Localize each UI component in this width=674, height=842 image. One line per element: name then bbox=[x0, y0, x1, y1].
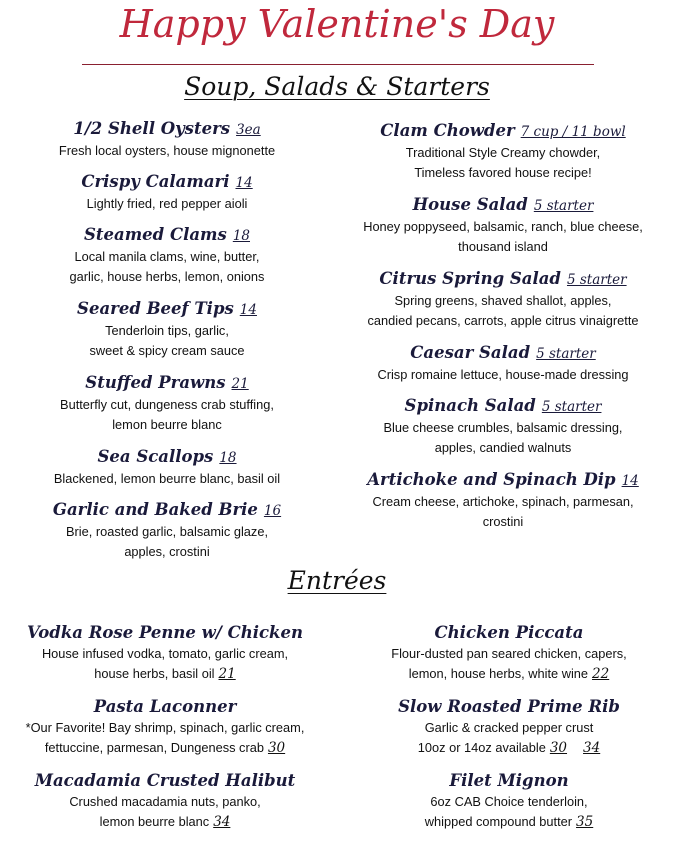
menu-item-name bbox=[0, 696, 330, 718]
menu-item-description: Cream cheese, artichoke, spinach, parmesan, bbox=[372, 494, 634, 509]
menu-item-description: Blue cheese crumbles, balsamic dressing, bbox=[383, 420, 623, 435]
menu-item-price: 34 bbox=[213, 814, 231, 830]
menu-item-price: 5 starter bbox=[541, 399, 602, 415]
menu-item bbox=[340, 469, 666, 532]
menu-item-title: Sea Scallops bbox=[97, 447, 214, 466]
menu-item bbox=[8, 224, 326, 287]
menu-item-description-text: 6oz CAB Choice tenderloin, bbox=[430, 794, 588, 809]
menu-item bbox=[8, 118, 326, 161]
menu-item-title: Seared Beef Tips bbox=[77, 299, 234, 318]
menu-item-name bbox=[344, 696, 674, 718]
menu-item-price: 3ea bbox=[236, 122, 261, 138]
menu-item-name bbox=[8, 171, 326, 194]
menu-item-description bbox=[0, 812, 330, 832]
menu-item-description-text: whipped compound butter bbox=[424, 814, 573, 829]
menu-item-description: Spring greens, shaved shallot, apples, bbox=[394, 293, 612, 308]
menu-item-name bbox=[340, 395, 666, 418]
menu-item-description-text: 10oz or 14oz available bbox=[417, 740, 546, 755]
menu-item-description: garlic, house herbs, lemon, onions bbox=[69, 269, 265, 284]
menu-item-title: Artichoke and Spinach Dip bbox=[367, 470, 616, 489]
menu-item-description: crostini bbox=[482, 514, 524, 529]
menu-item-name bbox=[0, 622, 330, 644]
menu-item-description-text: fettuccine, parmesan, Dungeness crab bbox=[44, 740, 264, 755]
menu-item bbox=[8, 171, 326, 214]
title-divider bbox=[82, 64, 594, 65]
menu-item-name bbox=[8, 298, 326, 321]
menu-item-title: Pasta Laconner bbox=[93, 697, 237, 716]
menu-item bbox=[340, 120, 666, 183]
menu-item-description: Lightly fried, red pepper aioli bbox=[86, 196, 248, 211]
menu-item-price: 14 bbox=[239, 302, 257, 318]
menu-item bbox=[340, 395, 666, 458]
menu-item-title: Stuffed Prawns bbox=[85, 373, 226, 392]
menu-item-description: Timeless favored house recipe! bbox=[414, 165, 592, 180]
menu-item-price-alt: 34 bbox=[583, 740, 601, 756]
menu-item-title: Caesar Salad bbox=[410, 343, 531, 362]
menu-item-name bbox=[8, 372, 326, 395]
menu-item-description: lemon beurre blanc bbox=[112, 417, 222, 432]
menu-item-title: Spinach Salad bbox=[404, 396, 536, 415]
menu-item-price: 30 bbox=[267, 740, 286, 756]
entrees-right-column bbox=[344, 622, 674, 842]
menu-item-description-text: Crushed macadamia nuts, panko, bbox=[69, 794, 261, 809]
menu-item-price: 5 starter bbox=[566, 272, 627, 288]
menu-item-title: Crispy Calamari bbox=[81, 172, 230, 191]
menu-item-price: 16 bbox=[263, 503, 282, 519]
menu-item-title: Chicken Piccata bbox=[434, 623, 584, 642]
menu-item-description: Honey poppyseed, balsamic, ranch, blue cheese, bbox=[363, 219, 643, 234]
menu-item-description: Local manila clams, wine, butter, bbox=[74, 249, 260, 264]
menu-item-description-text: *Our Favorite! Bay shrimp, spinach, garlic cream, bbox=[25, 720, 305, 735]
menu-item-title: 1/2 Shell Oysters bbox=[73, 119, 231, 138]
section-heading-entrees bbox=[0, 566, 674, 595]
menu-item-name bbox=[0, 770, 330, 792]
menu-item-name bbox=[340, 268, 666, 291]
menu-item-price: 14 bbox=[235, 175, 253, 191]
menu-item-description: Blackened, lemon beurre blanc, basil oil bbox=[53, 471, 281, 486]
menu-item-description-text: house herbs, basil oil bbox=[94, 666, 215, 681]
menu-item-description bbox=[344, 812, 674, 832]
menu-item-name bbox=[8, 118, 326, 141]
menu-item-description bbox=[0, 738, 330, 758]
menu-item-description bbox=[0, 644, 330, 664]
menu-item-price: 5 starter bbox=[533, 198, 594, 214]
menu-item-name bbox=[8, 224, 326, 247]
menu-item-description: Crisp romaine lettuce, house-made dressing bbox=[377, 367, 629, 382]
menu-item-price: 21 bbox=[231, 376, 249, 392]
section-heading-starters-label: Soup, Salads & Starters bbox=[184, 72, 490, 101]
starters-left-column bbox=[8, 118, 326, 568]
menu-item bbox=[340, 194, 666, 257]
menu-item-title: Clam Chowder bbox=[380, 121, 515, 140]
menu-item bbox=[344, 696, 674, 758]
menu-item-description: apples, crostini bbox=[124, 544, 210, 559]
menu-item-description: apples, candied walnuts bbox=[434, 440, 572, 455]
menu-item-price: 30 bbox=[549, 740, 568, 756]
menu-item-description-text: House infused vodka, tomato, garlic cream, bbox=[41, 646, 289, 661]
menu-item-description: candied pecans, carrots, apple citrus vinaigrette bbox=[367, 313, 639, 328]
menu-item-name bbox=[340, 342, 666, 365]
menu-item-title: Filet Mignon bbox=[449, 771, 569, 790]
menu-item-price: 5 starter bbox=[536, 346, 596, 362]
menu-item-title: House Salad bbox=[412, 195, 528, 214]
menu-item bbox=[344, 622, 674, 684]
menu-item-description: sweet & spicy cream sauce bbox=[89, 343, 245, 358]
menu-item-description bbox=[0, 718, 330, 738]
entrees-left-column bbox=[0, 622, 330, 842]
menu-item-description: thousand island bbox=[458, 239, 548, 254]
menu-item-description-text: Garlic & cracked pepper crust bbox=[424, 720, 594, 735]
menu-item-price: 14 bbox=[621, 473, 639, 489]
menu-item-description-text: lemon, house herbs, white wine bbox=[408, 666, 589, 681]
menu-item-description: Brie, roasted garlic, balsamic glaze, bbox=[66, 524, 268, 539]
menu-item-price: 7 cup / 11 bowl bbox=[520, 124, 626, 140]
menu-item-price: 18 bbox=[232, 228, 250, 244]
starters-right-column bbox=[340, 120, 666, 540]
menu-item-name bbox=[344, 622, 674, 644]
menu-item bbox=[0, 770, 330, 832]
menu-item-price: 22 bbox=[592, 666, 610, 682]
menu-item bbox=[8, 499, 326, 562]
menu-item-price: 21 bbox=[218, 666, 236, 682]
menu-item-description bbox=[344, 718, 674, 738]
menu-item-title: Macadamia Crusted Halibut bbox=[34, 771, 296, 790]
menu-item-name bbox=[340, 194, 666, 217]
menu-item-name bbox=[340, 120, 666, 143]
menu-item-name bbox=[8, 499, 326, 522]
menu-item-price: 35 bbox=[576, 814, 594, 830]
menu-item-description: Butterfly cut, dungeness crab stuffing, bbox=[60, 397, 274, 412]
menu-item-title: Garlic and Baked Brie bbox=[52, 500, 258, 519]
menu-item-description-text: Flour-dusted pan seared chicken, capers, bbox=[391, 646, 627, 661]
section-heading-entrees-label: Entrées bbox=[287, 566, 387, 595]
menu-item-title: Citrus Spring Salad bbox=[379, 269, 561, 288]
section-heading-starters bbox=[0, 72, 674, 101]
menu-item-title: Steamed Clams bbox=[84, 225, 227, 244]
menu-item bbox=[8, 372, 326, 435]
menu-item-name bbox=[344, 770, 674, 792]
menu-item-description: Traditional Style Creamy chowder, bbox=[405, 145, 601, 160]
page-title: Happy Valentine's Day bbox=[119, 2, 555, 46]
menu-item-name bbox=[8, 446, 326, 469]
menu-item bbox=[0, 696, 330, 758]
menu-item bbox=[8, 446, 326, 489]
menu-item-price: 18 bbox=[219, 450, 237, 466]
menu-item-description bbox=[344, 644, 674, 664]
menu-item-description: Fresh local oysters, house mignonette bbox=[58, 143, 276, 158]
menu-item bbox=[8, 298, 326, 361]
menu-item-description bbox=[0, 792, 330, 812]
menu-item-title: Slow Roasted Prime Rib bbox=[398, 697, 620, 716]
menu-item-name bbox=[340, 469, 666, 492]
menu-item bbox=[340, 268, 666, 331]
menu-item bbox=[344, 770, 674, 832]
menu-item-description bbox=[344, 664, 674, 684]
menu-item-description-text: lemon beurre blanc bbox=[99, 814, 210, 829]
menu-item bbox=[0, 622, 330, 684]
menu-item-description bbox=[0, 664, 330, 684]
menu-item-description bbox=[344, 738, 674, 758]
menu-item-description bbox=[344, 792, 674, 812]
menu-item-description: Tenderloin tips, garlic, bbox=[105, 323, 229, 338]
menu-item bbox=[340, 342, 666, 385]
menu-item-title: Vodka Rose Penne w/ Chicken bbox=[27, 623, 303, 642]
